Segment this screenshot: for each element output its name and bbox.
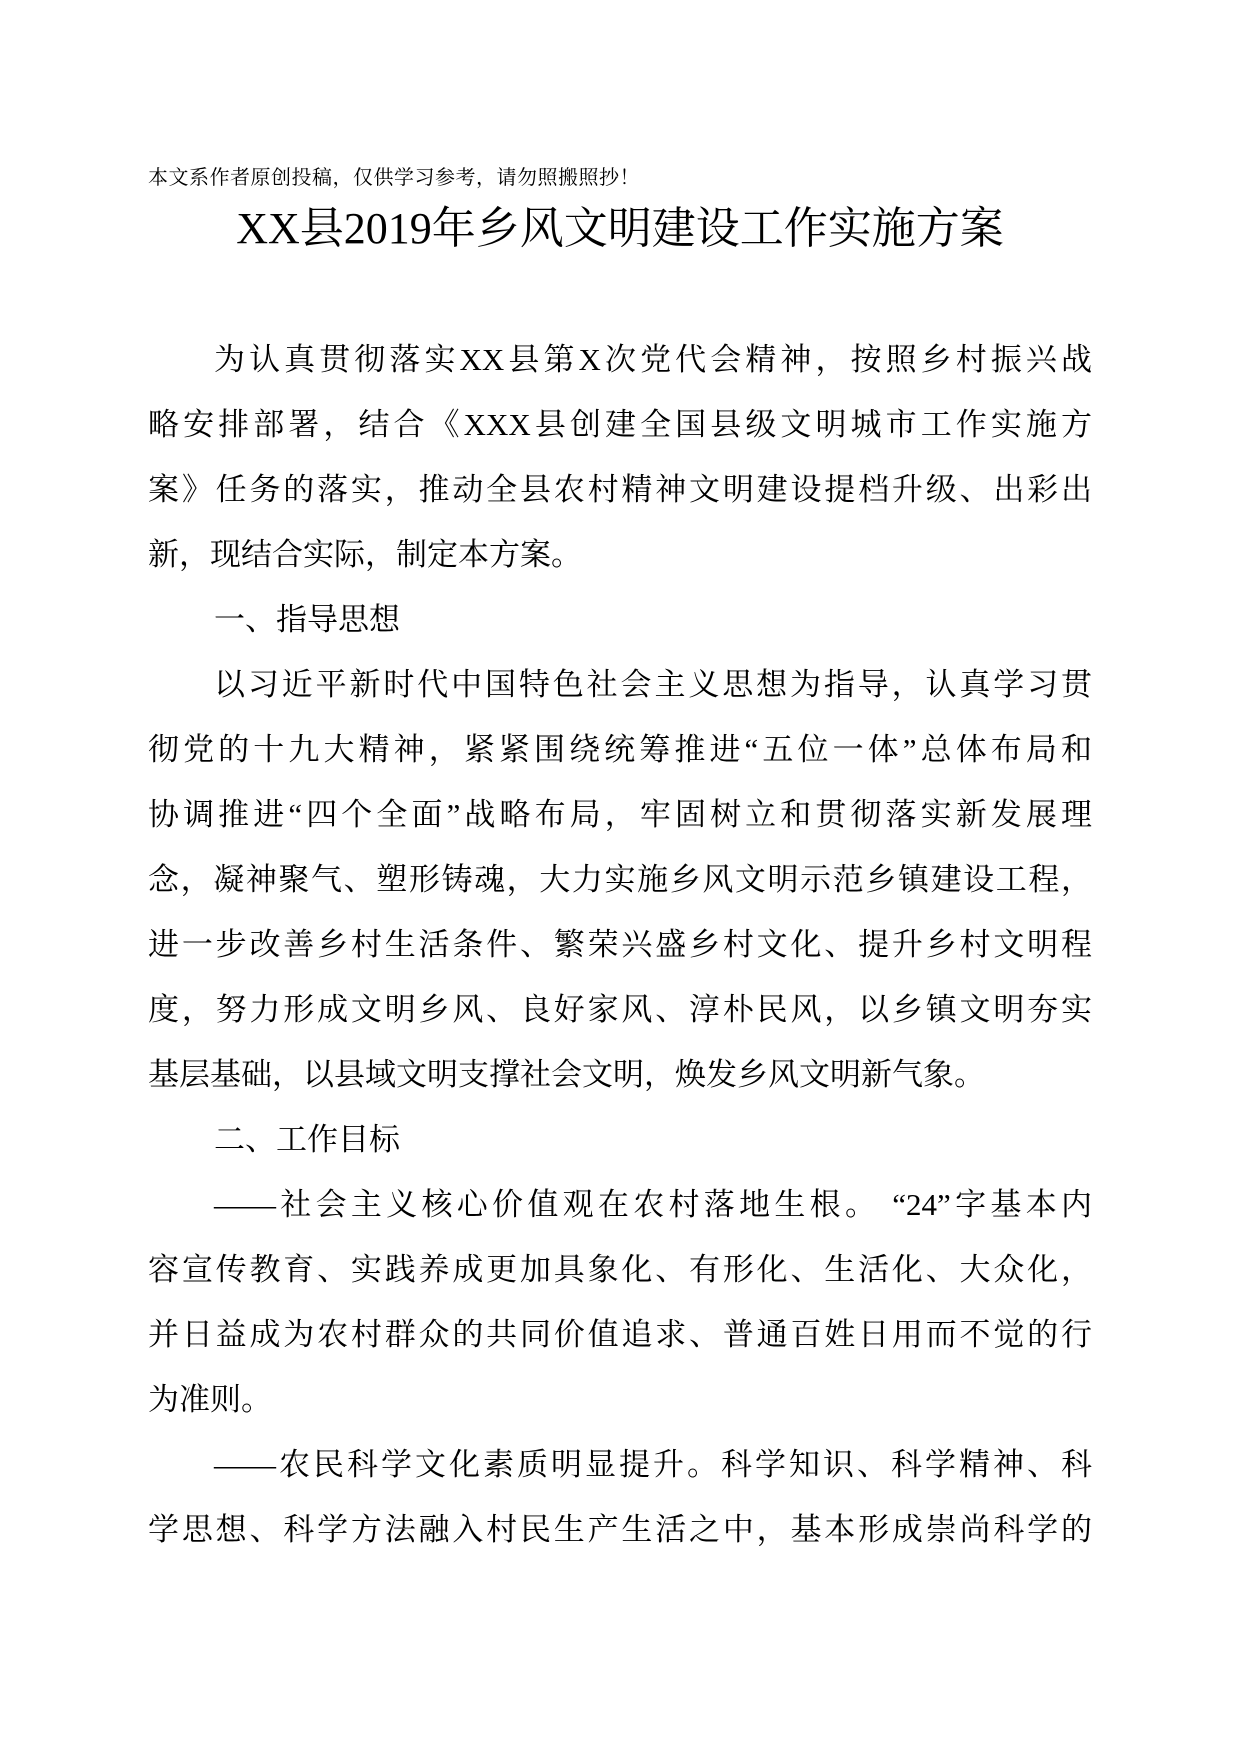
section-heading <box>148 587 1092 652</box>
document-body <box>148 327 1092 1562</box>
paragraph <box>148 1172 1092 1432</box>
text-line: 进一步改善乡村生活条件、繁荣兴盛乡村文化、提升乡村文明程 <box>148 927 1092 962</box>
text-line: 案》任务的落实，推动全县农村精神文明建设提档升级、出彩出 <box>148 472 1092 507</box>
heading-text: 一、指导思想 <box>214 602 400 637</box>
text-line: 并日益成为农村群众的共同价值追求、普通百姓日用而不觉的行 <box>148 1317 1092 1352</box>
document-title: XX县2019年乡风文明建设工作实施方案 <box>236 204 1004 253</box>
text-line: 学思想、科学方法融入村民生产生活之中，基本形成崇尚科学的 <box>148 1512 1092 1547</box>
text-line: 为准则。 <box>148 1382 272 1417</box>
text-line: 新，现结合实际，制定本方案。 <box>148 537 582 572</box>
heading-text: 二、工作目标 <box>214 1122 400 1157</box>
text-line: 基层基础，以县域文明支撑社会文明，焕发乡风文明新气象。 <box>148 1057 985 1092</box>
text-line: 彻党的十九大精神，紧紧围绕统筹推进“五位一体”总体布局和 <box>148 732 1092 767</box>
paragraph <box>148 652 1092 1107</box>
paragraph <box>148 327 1092 587</box>
text-line: 念，凝神聚气、塑形铸魂，大力实施乡风文明示范乡镇建设工程， <box>148 862 1092 897</box>
text-line: 协调推进“四个全面”战略布局，牢固树立和贯彻落实新发展理 <box>148 797 1092 832</box>
text-line: 略安排部署，结合《XXX县创建全国县级文明城市工作实施方 <box>148 407 1092 442</box>
text-line: 度，努力形成文明乡风、良好家风、淳朴民风，以乡镇文明夯实 <box>148 992 1092 1027</box>
section-heading <box>148 1107 1092 1172</box>
paragraph <box>148 1432 1092 1562</box>
text-line: ——农民科学文化素质明显提升。科学知识、科学精神、科 <box>214 1447 1092 1482</box>
text-line: 以习近平新时代中国特色社会主义思想为指导，认真学习贯 <box>214 667 1092 702</box>
text-line: ——社会主义核心价值观在农村落地生根。 “24”字基本内 <box>214 1187 1092 1222</box>
text-line: 为认真贯彻落实XX县第X次党代会精神，按照乡村振兴战 <box>214 342 1092 377</box>
text-line: 容宣传教育、实践养成更加具象化、有形化、生活化、大众化， <box>148 1252 1092 1287</box>
copyright-notice: 本文系作者原创投稿，仅供学习参考，请勿照搬照抄！ <box>148 165 640 189</box>
